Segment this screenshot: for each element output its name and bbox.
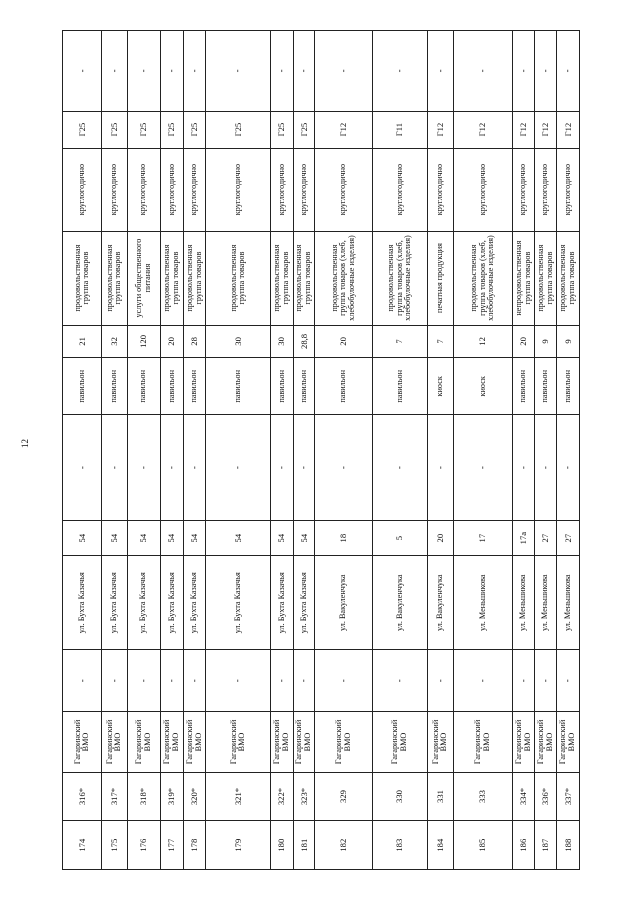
- scheme-cell: Г25: [206, 111, 271, 148]
- scheme-cell: Г25: [270, 111, 293, 148]
- specialization-cell: продовольственная группа товаров: [270, 231, 293, 325]
- specialization-cell: непродовольственная группа товаров: [512, 231, 535, 325]
- period-cell: круглогодично: [512, 148, 535, 231]
- scheme-cell: Г25: [127, 111, 160, 148]
- object-type-cell: павильон: [512, 358, 535, 415]
- district-cell: Гагаринский ВМО: [127, 712, 160, 772]
- blank-cell: -: [315, 650, 372, 712]
- blank-cell: -: [454, 31, 513, 112]
- house-number-cell: 5: [372, 521, 427, 556]
- district-cell: Гагаринский ВМО: [315, 712, 372, 772]
- scheme-cell: Г25: [183, 111, 206, 148]
- object-type-cell: павильон: [102, 358, 127, 415]
- page-number: 12: [20, 439, 30, 448]
- table-row: [161, 31, 184, 870]
- row-number-cell: 181: [293, 821, 315, 870]
- house-number-cell: 27: [535, 521, 557, 556]
- row-number-cell: 175: [102, 821, 127, 870]
- place-id-cell: 317*: [102, 772, 127, 821]
- row-number-cell: 176: [127, 821, 160, 870]
- table-row: [206, 31, 271, 870]
- blank-cell: -: [293, 650, 315, 712]
- area-cell: 9: [535, 325, 557, 358]
- row-number-cell: 187: [535, 821, 557, 870]
- object-type-cell: павильон: [535, 358, 557, 415]
- place-id-cell: 323*: [293, 772, 315, 821]
- place-id-cell: 334*: [512, 772, 535, 821]
- district-cell: Гагаринский ВМО: [183, 712, 206, 772]
- place-id-cell: 331: [427, 772, 453, 821]
- area-cell: 28,8: [293, 325, 315, 358]
- blank-cell: -: [454, 415, 513, 521]
- scheme-cell: Г25: [63, 111, 102, 148]
- house-number-cell: 17а: [512, 521, 535, 556]
- registry-table: [62, 30, 580, 870]
- blank-cell: -: [127, 415, 160, 521]
- house-number-cell: 20: [427, 521, 453, 556]
- area-cell: 30: [206, 325, 271, 358]
- blank-cell: -: [512, 415, 535, 521]
- area-cell: 12: [454, 325, 513, 358]
- row-number-cell: 178: [183, 821, 206, 870]
- area-cell: 20: [161, 325, 184, 358]
- area-cell: 7: [372, 325, 427, 358]
- table-row: [270, 31, 293, 870]
- house-number-cell: 27: [557, 521, 580, 556]
- district-cell: Гагаринский ВМО: [535, 712, 557, 772]
- table-row: [127, 31, 160, 870]
- period-cell: круглогодично: [315, 148, 372, 231]
- place-id-cell: 330: [372, 772, 427, 821]
- place-id-cell: 333: [454, 772, 513, 821]
- area-cell: 30: [270, 325, 293, 358]
- house-number-cell: 54: [161, 521, 184, 556]
- blank-cell: -: [293, 415, 315, 521]
- blank-cell: -: [183, 650, 206, 712]
- specialization-cell: продовольственная группа товаров: [161, 231, 184, 325]
- street-cell: ул. Бухта Казачья: [270, 556, 293, 650]
- blank-cell: -: [372, 650, 427, 712]
- specialization-cell: продовольственная группа товаров: [183, 231, 206, 325]
- area-cell: 120: [127, 325, 160, 358]
- period-cell: круглогодично: [293, 148, 315, 231]
- area-cell: 20: [315, 325, 372, 358]
- district-cell: Гагаринский ВМО: [372, 712, 427, 772]
- blank-cell: -: [512, 650, 535, 712]
- blank-cell: -: [206, 650, 271, 712]
- blank-cell: -: [270, 415, 293, 521]
- blank-cell: -: [535, 650, 557, 712]
- specialization-cell: продовольственная группа товаров: [206, 231, 271, 325]
- place-id-cell: 322*: [270, 772, 293, 821]
- place-id-cell: 321*: [206, 772, 271, 821]
- blank-cell: -: [206, 31, 271, 112]
- row-number-cell: 188: [557, 821, 580, 870]
- specialization-cell: печатная продукция: [427, 231, 453, 325]
- blank-cell: -: [535, 415, 557, 521]
- scheme-cell: Г12: [535, 111, 557, 148]
- area-cell: 20: [512, 325, 535, 358]
- table-row: [535, 31, 557, 870]
- object-type-cell: павильон: [270, 358, 293, 415]
- specialization-cell: продовольственная группа товаров: [102, 231, 127, 325]
- place-id-cell: 319*: [161, 772, 184, 821]
- scheme-cell: Г25: [102, 111, 127, 148]
- object-type-cell: павильон: [372, 358, 427, 415]
- object-type-cell: павильон: [63, 358, 102, 415]
- house-number-cell: 54: [127, 521, 160, 556]
- scheme-cell: Г12: [557, 111, 580, 148]
- table-row: [183, 31, 206, 870]
- street-cell: ул. Бухта Казачья: [293, 556, 315, 650]
- scheme-cell: Г12: [315, 111, 372, 148]
- period-cell: круглогодично: [102, 148, 127, 231]
- blank-cell: -: [270, 650, 293, 712]
- area-cell: 28: [183, 325, 206, 358]
- object-type-cell: киоск: [454, 358, 513, 415]
- scheme-cell: Г12: [512, 111, 535, 148]
- period-cell: круглогодично: [161, 148, 184, 231]
- blank-cell: -: [427, 31, 453, 112]
- blank-cell: -: [557, 31, 580, 112]
- period-cell: круглогодично: [127, 148, 160, 231]
- period-cell: круглогодично: [454, 148, 513, 231]
- blank-cell: -: [206, 415, 271, 521]
- area-cell: 21: [63, 325, 102, 358]
- house-number-cell: 54: [206, 521, 271, 556]
- object-type-cell: павильон: [206, 358, 271, 415]
- row-number-cell: 179: [206, 821, 271, 870]
- specialization-cell: продовольственная группа товаров: [557, 231, 580, 325]
- row-number-cell: 186: [512, 821, 535, 870]
- row-number-cell: 177: [161, 821, 184, 870]
- scheme-cell: Г11: [372, 111, 427, 148]
- table-row: [427, 31, 453, 870]
- blank-cell: -: [161, 31, 184, 112]
- district-cell: Гагаринский ВМО: [427, 712, 453, 772]
- blank-cell: -: [183, 31, 206, 112]
- table-row: [102, 31, 127, 870]
- street-cell: ул. Меньшикова: [557, 556, 580, 650]
- row-number-cell: 174: [63, 821, 102, 870]
- district-cell: Гагаринский ВМО: [512, 712, 535, 772]
- blank-cell: -: [427, 415, 453, 521]
- street-cell: ул. Вакуленчука: [427, 556, 453, 650]
- blank-cell: -: [102, 415, 127, 521]
- district-cell: Гагаринский ВМО: [454, 712, 513, 772]
- blank-cell: -: [372, 31, 427, 112]
- blank-cell: -: [183, 415, 206, 521]
- place-id-cell: 329: [315, 772, 372, 821]
- table-body: [63, 31, 580, 870]
- specialization-cell: продовольственная группа товаров (хлеб, хлебобулочные изделия): [315, 231, 372, 325]
- street-cell: ул. Меньшикова: [454, 556, 513, 650]
- house-number-cell: 54: [102, 521, 127, 556]
- house-number-cell: 54: [183, 521, 206, 556]
- district-cell: Гагаринский ВМО: [293, 712, 315, 772]
- place-id-cell: 318*: [127, 772, 160, 821]
- period-cell: круглогодично: [372, 148, 427, 231]
- street-cell: ул. Бухта Казачья: [183, 556, 206, 650]
- table-row: [512, 31, 535, 870]
- house-number-cell: 17: [454, 521, 513, 556]
- house-number-cell: 18: [315, 521, 372, 556]
- blank-cell: -: [63, 415, 102, 521]
- scheme-cell: Г12: [427, 111, 453, 148]
- blank-cell: -: [557, 415, 580, 521]
- specialization-cell: продовольственная группа товаров (хлеб, хлебобулочные изделия): [454, 231, 513, 325]
- row-number-cell: 183: [372, 821, 427, 870]
- object-type-cell: павильон: [293, 358, 315, 415]
- row-number-cell: 185: [454, 821, 513, 870]
- blank-cell: -: [454, 650, 513, 712]
- period-cell: круглогодично: [557, 148, 580, 231]
- street-cell: ул. Бухта Казачья: [102, 556, 127, 650]
- blank-cell: -: [63, 650, 102, 712]
- district-cell: Гагаринский ВМО: [557, 712, 580, 772]
- table-row: [557, 31, 580, 870]
- object-type-cell: павильон: [127, 358, 160, 415]
- blank-cell: -: [315, 31, 372, 112]
- blank-cell: -: [535, 31, 557, 112]
- specialization-cell: продовольственная группа товаров: [293, 231, 315, 325]
- blank-cell: -: [557, 650, 580, 712]
- period-cell: круглогодично: [206, 148, 271, 231]
- street-cell: ул. Меньшикова: [512, 556, 535, 650]
- object-type-cell: павильон: [557, 358, 580, 415]
- street-cell: ул. Бухта Казачья: [161, 556, 184, 650]
- place-id-cell: 316*: [63, 772, 102, 821]
- blank-cell: -: [270, 31, 293, 112]
- place-id-cell: 320*: [183, 772, 206, 821]
- object-type-cell: павильон: [183, 358, 206, 415]
- area-cell: 7: [427, 325, 453, 358]
- blank-cell: -: [127, 650, 160, 712]
- blank-cell: -: [102, 31, 127, 112]
- blank-cell: -: [63, 31, 102, 112]
- blank-cell: -: [427, 650, 453, 712]
- district-cell: Гагаринский ВМО: [102, 712, 127, 772]
- table-row: [63, 31, 102, 870]
- blank-cell: -: [127, 31, 160, 112]
- district-cell: Гагаринский ВМО: [161, 712, 184, 772]
- table-row: [293, 31, 315, 870]
- house-number-cell: 54: [270, 521, 293, 556]
- blank-cell: -: [372, 415, 427, 521]
- street-cell: ул. Вакуленчука: [372, 556, 427, 650]
- blank-cell: -: [102, 650, 127, 712]
- specialization-cell: продовольственная группа товаров: [535, 231, 557, 325]
- district-cell: Гагаринский ВМО: [270, 712, 293, 772]
- specialization-cell: услуги общественного питания: [127, 231, 160, 325]
- period-cell: круглогодично: [270, 148, 293, 231]
- blank-cell: -: [161, 650, 184, 712]
- blank-cell: -: [315, 415, 372, 521]
- place-id-cell: 336*: [535, 772, 557, 821]
- scheme-cell: Г25: [293, 111, 315, 148]
- table-row: [454, 31, 513, 870]
- district-cell: Гагаринский ВМО: [63, 712, 102, 772]
- district-cell: Гагаринский ВМО: [206, 712, 271, 772]
- row-number-cell: 180: [270, 821, 293, 870]
- scheme-cell: Г25: [161, 111, 184, 148]
- street-cell: ул. Бухта Казачья: [206, 556, 271, 650]
- period-cell: круглогодично: [535, 148, 557, 231]
- period-cell: круглогодично: [183, 148, 206, 231]
- area-cell: 9: [557, 325, 580, 358]
- scheme-cell: Г12: [454, 111, 513, 148]
- table-row: [315, 31, 372, 870]
- blank-cell: -: [293, 31, 315, 112]
- street-cell: ул. Меньшикова: [535, 556, 557, 650]
- blank-cell: -: [161, 415, 184, 521]
- street-cell: ул. Бухта Казачья: [127, 556, 160, 650]
- table-row: [372, 31, 427, 870]
- object-type-cell: павильон: [161, 358, 184, 415]
- row-number-cell: 182: [315, 821, 372, 870]
- period-cell: круглогодично: [63, 148, 102, 231]
- object-type-cell: павильон: [315, 358, 372, 415]
- blank-cell: -: [512, 31, 535, 112]
- street-cell: ул. Вакуленчука: [315, 556, 372, 650]
- specialization-cell: продовольственная группа товаров: [63, 231, 102, 325]
- specialization-cell: продовольственная группа товаров (хлеб, хлебобулочные изделия): [372, 231, 427, 325]
- street-cell: ул. Бухта Казачья: [63, 556, 102, 650]
- place-id-cell: 337*: [557, 772, 580, 821]
- registry-table-frame: [62, 30, 580, 870]
- area-cell: 32: [102, 325, 127, 358]
- row-number-cell: 184: [427, 821, 453, 870]
- house-number-cell: 54: [63, 521, 102, 556]
- object-type-cell: киоск: [427, 358, 453, 415]
- period-cell: круглогодично: [427, 148, 453, 231]
- house-number-cell: 54: [293, 521, 315, 556]
